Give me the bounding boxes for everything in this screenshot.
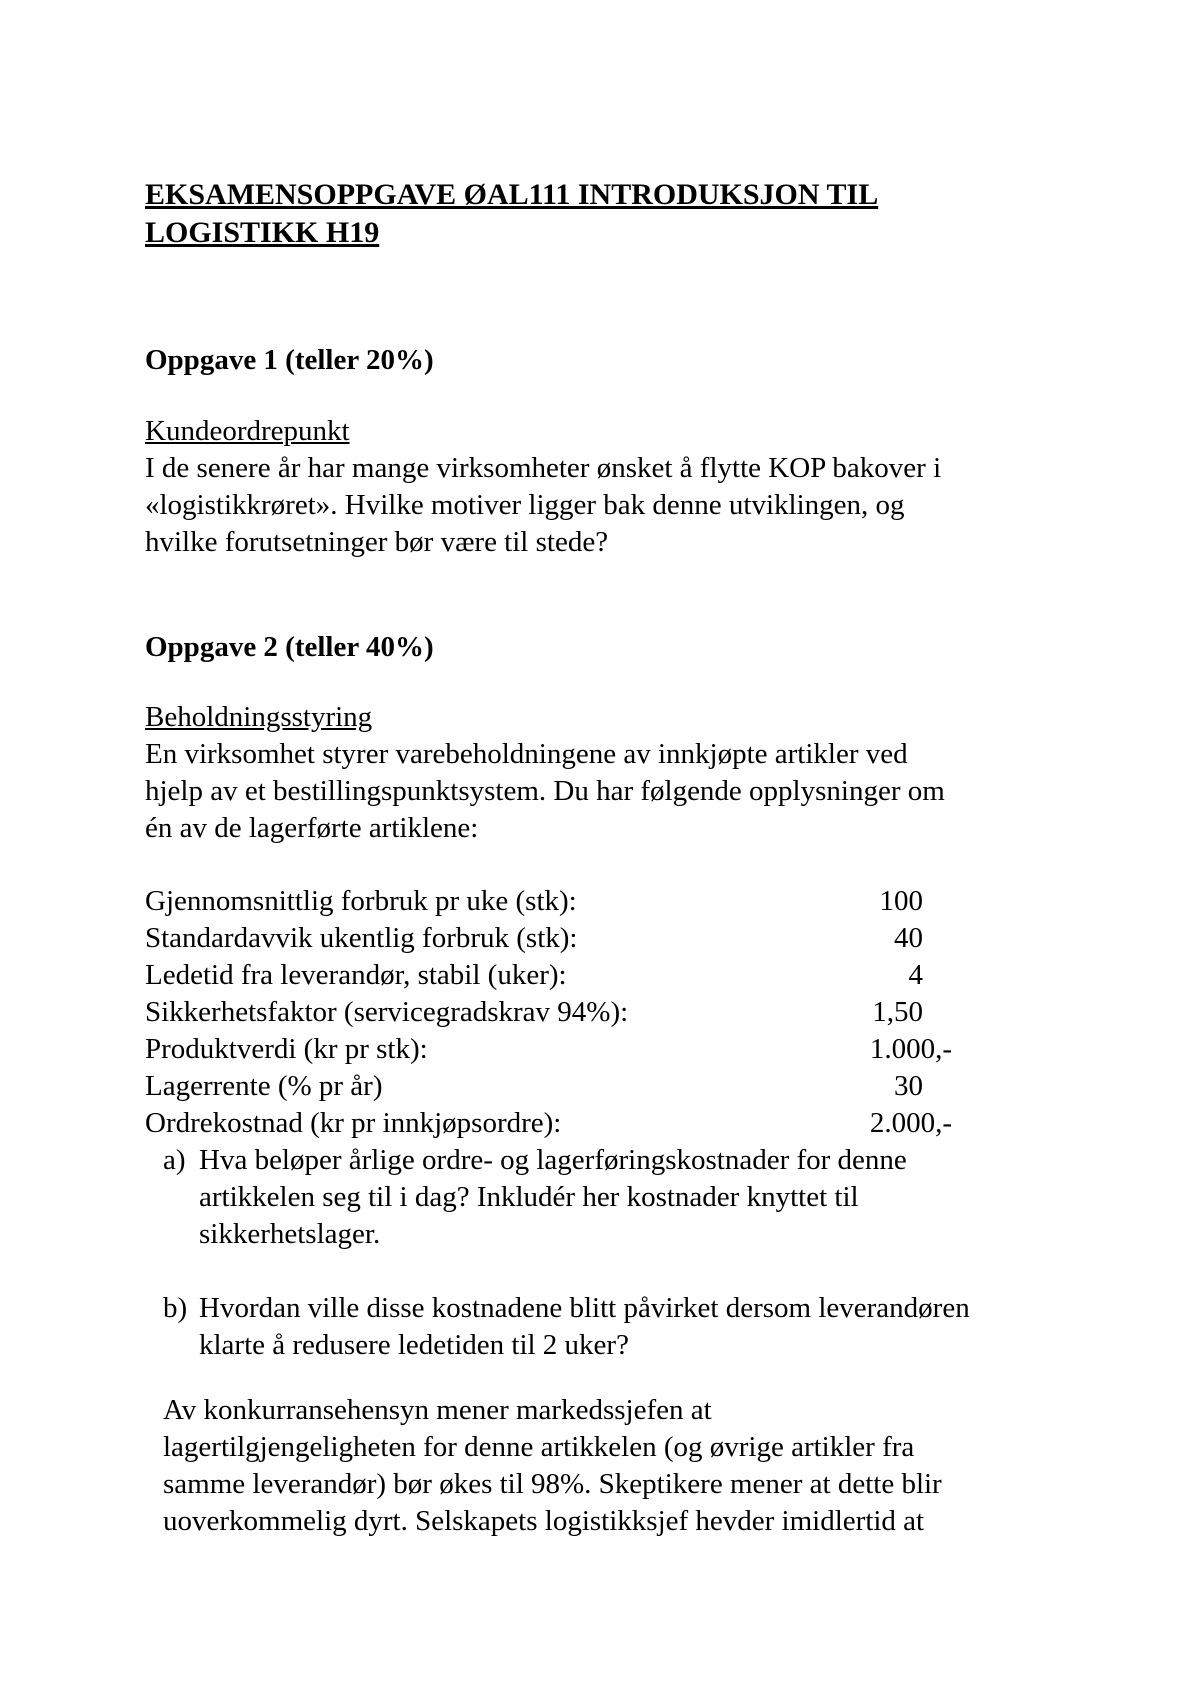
- task-1-heading: Oppgave 1 (teller 20%): [145, 344, 434, 376]
- text-line: sikkerhetslager.: [199, 1218, 381, 1250]
- text-line: klarte å redusere ledetiden til 2 uker?: [199, 1329, 629, 1361]
- text-line: En virksomhet styrer varebeholdningene av innkjøpte artikler ved: [145, 738, 908, 770]
- question-text: [199, 1142, 1099, 1253]
- param-label: Gjennomsnittlig forbruk pr uke (stk):: [145, 885, 577, 917]
- param-label: Sikkerhetsfaktor (servicegradskrav 94%):: [145, 996, 629, 1028]
- param-value: 1,50: [872, 996, 923, 1028]
- param-row: [145, 1031, 952, 1068]
- text-line: Hvordan ville disse kostnadene blitt påvirket dersom leverandøren: [199, 1292, 970, 1324]
- param-value: 2.000,-: [869, 1107, 952, 1139]
- text-line: «logistikkrøret». Hvilke motiver ligger bak denne utviklingen, og: [145, 489, 905, 521]
- task-2-intro: [145, 736, 1095, 847]
- param-label: Lagerrente (% pr år): [145, 1070, 383, 1102]
- text-line: én av de lagerførte artiklene:: [145, 812, 479, 844]
- title-line-2: LOGISTIKK H19: [145, 216, 380, 249]
- question-label: a): [163, 1144, 186, 1176]
- text-line: hvilke forutsetninger bør være til stede?: [145, 526, 609, 558]
- param-value: 4: [908, 959, 923, 991]
- param-value: 30: [894, 1070, 923, 1102]
- document-title: [145, 176, 878, 252]
- text-line: I de senere år har mange virksomheter ønsket å flytte KOP bakover i: [145, 452, 942, 484]
- task-2-closing: [163, 1392, 1113, 1540]
- param-label: Produktverdi (kr pr stk):: [145, 1033, 428, 1065]
- task-2-subheading: Beholdningsstyring: [145, 701, 373, 733]
- question-text: [199, 1290, 1099, 1364]
- task-2-heading: Oppgave 2 (teller 40%): [145, 631, 434, 663]
- param-value: 40: [894, 922, 923, 954]
- param-row: [145, 883, 923, 920]
- param-row: [145, 1068, 923, 1105]
- question-label: b): [163, 1292, 188, 1324]
- text-line: hjelp av et bestillingspunktsystem. Du har følgende opplysninger om: [145, 775, 945, 807]
- text-line: uoverkommelig dyrt. Selskapets logistikksjef hevder imidlertid at: [163, 1505, 925, 1537]
- text-line: Hva beløper årlige ordre- og lagerføringskostnader for denne: [199, 1144, 907, 1176]
- question-b: [163, 1290, 1103, 1364]
- question-a: [163, 1142, 1103, 1253]
- task-1-subheading: Kundeordrepunkt: [145, 415, 350, 447]
- param-label: Ledetid fra leverandør, stabil (uker):: [145, 959, 567, 991]
- param-row: [145, 1105, 952, 1142]
- param-value: 100: [879, 885, 923, 917]
- param-value: 1.000,-: [869, 1033, 952, 1065]
- task-1-text: [145, 450, 1095, 561]
- text-line: lagertilgjengeligheten for denne artikkelen (og øvrige artikler fra: [163, 1431, 915, 1463]
- text-line: artikkelen seg til i dag? Inkludér her kostnader knyttet til: [199, 1181, 859, 1213]
- text-line: samme leverandør) bør økes til 98%. Skeptikere mener at dette blir: [163, 1468, 942, 1500]
- param-row: [145, 994, 923, 1031]
- param-row: [145, 957, 923, 994]
- param-label: Ordrekostnad (kr pr innkjøpsordre):: [145, 1107, 562, 1139]
- title-line-1: EKSAMENSOPPGAVE ØAL111 INTRODUKSJON TIL: [145, 178, 879, 211]
- param-label: Standardavvik ukentlig forbruk (stk):: [145, 922, 578, 954]
- text-line: Av konkurransehensyn mener markedssjefen at: [163, 1394, 712, 1426]
- param-row: [145, 920, 923, 957]
